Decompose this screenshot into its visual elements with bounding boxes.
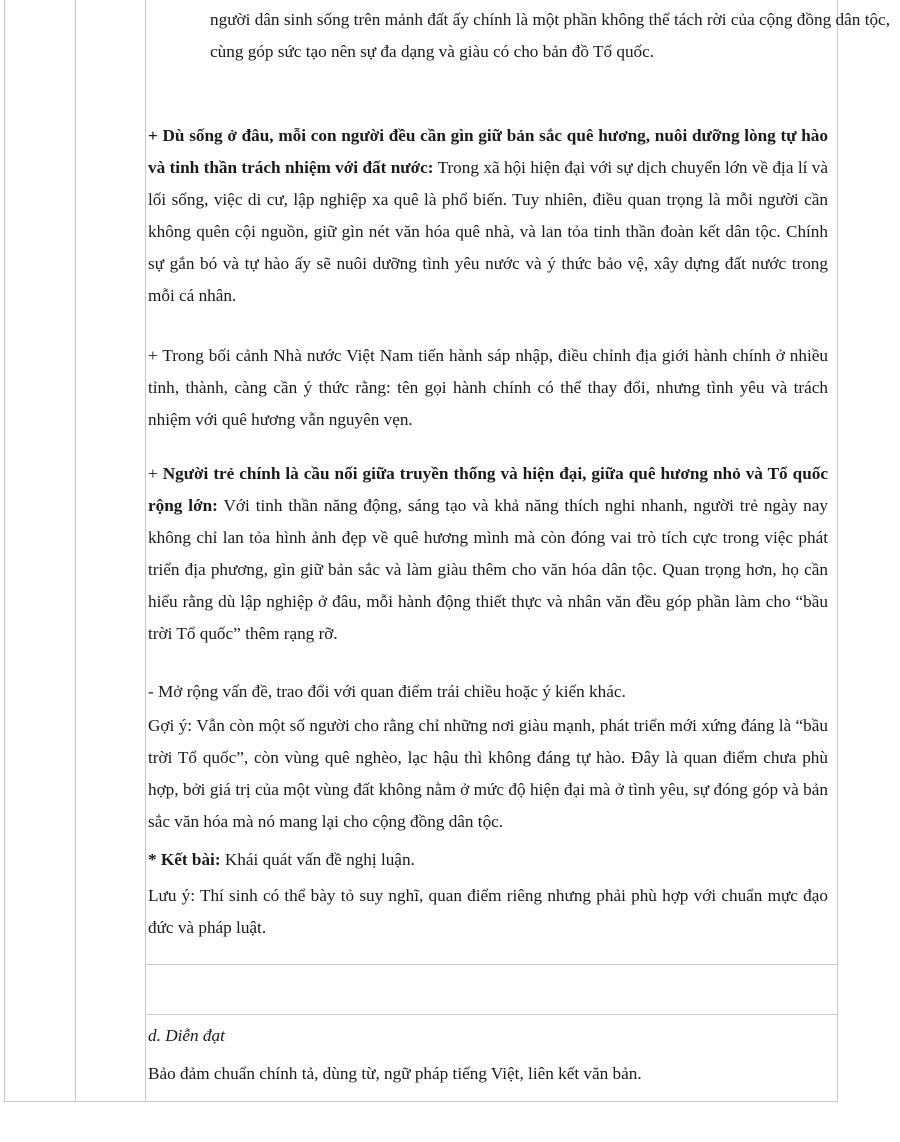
continued-paragraph — [148, 4, 890, 68]
paragraph-text: + Trong bối cảnh Nhà nước Việt Nam tiến hành sáp nhập, điều chỉnh địa giới hành chính ở nhiều tỉnh, thành, càng cần ý thức rằng: tên gọi hành chính có thể thay đổi, nhưng tình yêu và trách nhiệm với quê hương vẫn nguyên vẹn. — [148, 346, 828, 429]
paragraph-text: người dân sinh sống trên mảnh đất ấy chính là một phần không thể tách rời của cộng đồng dân tộc, cùng góp sức tạo nên sự đa dạng và giàu có cho bản đồ Tổ quốc. — [210, 10, 890, 61]
paragraph — [148, 458, 828, 650]
column-divider-2 — [145, 0, 146, 1101]
paragraph — [148, 120, 828, 312]
point-heading: Người trẻ chính là cầu nối giữa truyền thống và hiện đại, giữa quê hương nhỏ và Tổ quốc rộng lớn: — [148, 464, 828, 515]
point-preserve-identity — [148, 120, 828, 312]
note-paragraph: Lưu ý: Thí sinh có thể bày tỏ suy nghĩ, quan điểm riêng nhưng phải phù hợp với chuẩn mực đạo đức và pháp luật. — [148, 886, 828, 937]
row-divider-2 — [146, 1014, 837, 1015]
conclusion-label: * Kết bài: — [148, 850, 221, 869]
conclusion-text: Khái quát vấn đề nghị luận. — [220, 850, 415, 869]
extension-line: - Mở rộng vấn đề, trao đổi với quan điểm trái chiều hoặc ý kiến khác. — [148, 682, 626, 701]
conclusion-line — [148, 844, 828, 876]
point-body: Trong xã hội hiện đại với sự dịch chuyển lớn về địa lí và lối sống, việc di cư, lập nghiệp xa quê là phổ biến. Tuy nhiên, điều quan trọng là mỗi người cần không quên cội nguồn, giữ gìn nét văn hóa quê nhà, và lan tỏa tinh thần đoàn kết dân tộc. Chính sự gắn bó và tự hào ấy sẽ nuôi dưỡng tình yêu nước và ý thức bảo vệ, xây dựng đất nước trong mỗi cá nhân. — [148, 158, 829, 305]
point-heading: + Dù sống ở đâu, mỗi con người đều cần gìn giữ bản sắc quê hương, nuôi dưỡng lòng tự hào và tinh thần trách nhiệm với đất nước: — [148, 126, 828, 177]
point-body: Với tinh thần năng động, sáng tạo và khả năng thích nghi nhanh, người trẻ ngày nay không chỉ lan tỏa hình ảnh đẹp về quê hương mình mà còn đóng vai trò tích cực trong việc phát triển địa phương, gìn giữ bản sắc và làm giàu thêm cho văn hóa dân tộc. Quan trọng hơn, họ cần hiểu rằng dù lập nghiệp ở đâu, mỗi hành động thiết thực và nhân văn đều góp phần làm cho “bầu trời Tổ quốc” thêm rạng rỡ. — [148, 496, 828, 643]
row-divider-1 — [146, 964, 837, 965]
hint-paragraph: Gợi ý: Vẫn còn một số người cho rằng chỉ những nơi giàu mạnh, phát triển mới xứng đáng là “bầu trời Tổ quốc”, còn vùng quê nghèo, lạc hậu thì không đáng tự hào. Đây là quan điểm chưa phù hợp, bởi giá trị của một vùng đất không nằm ở mức độ hiện đại mà ở tình yêu, sự đóng góp và bản sắc văn hóa mà nó mang lại cho cộng đồng dân tộc. — [148, 716, 828, 831]
section-heading-text: d. Diễn đạt — [148, 1026, 225, 1045]
point-prefix: + — [148, 464, 163, 483]
point-young-people — [148, 458, 828, 650]
expression-section — [148, 1020, 828, 1090]
point-administrative-merger — [148, 340, 828, 436]
extension-section — [148, 676, 828, 944]
section-text: Bảo đảm chuẩn chính tả, dùng từ, ngữ pháp tiếng Việt, liên kết văn bản. — [148, 1064, 642, 1083]
column-divider-1 — [75, 0, 76, 1101]
section-heading — [148, 1020, 828, 1052]
